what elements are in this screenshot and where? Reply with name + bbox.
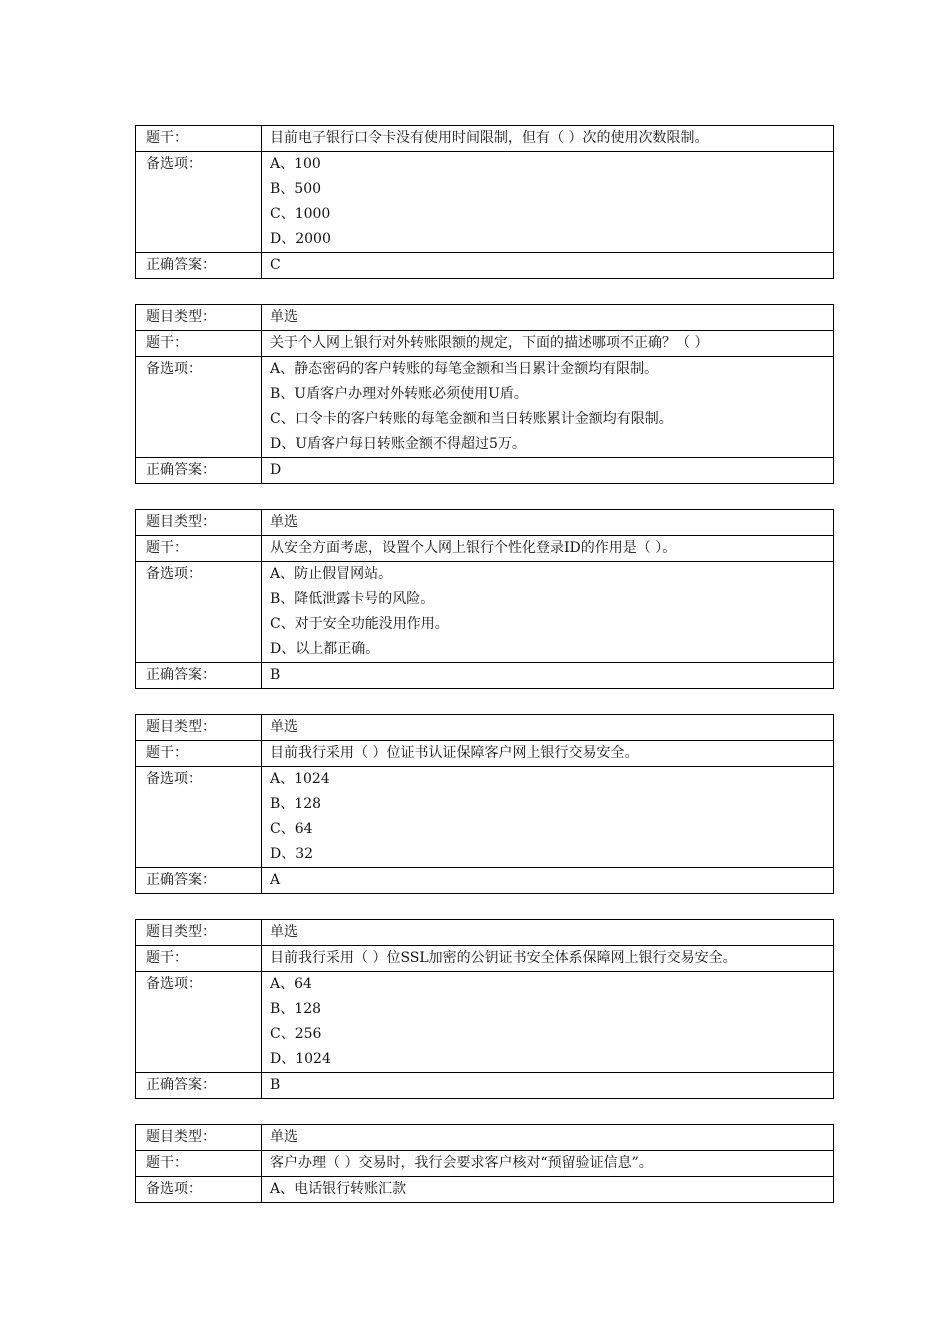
answer-row: [136, 868, 834, 894]
stem-row: [136, 1151, 834, 1177]
question-table-1: [135, 125, 834, 279]
option-b: B、降低泄露卡号的风险。: [270, 591, 435, 607]
option-a: A、100: [270, 156, 321, 172]
options-label: 备选项：: [136, 357, 262, 458]
question-document: [135, 125, 815, 1228]
type-value: 单选: [262, 1125, 834, 1151]
answer-value: D: [262, 458, 834, 484]
option-d: D、32: [270, 846, 314, 862]
answer-row: [136, 253, 834, 279]
option-b: B、128: [270, 796, 322, 812]
options-cell: [262, 152, 834, 253]
options-label: 备选项：: [136, 152, 262, 253]
answer-value: A: [262, 868, 834, 894]
stem-row: [136, 536, 834, 562]
stem-text: 目前我行采用（ ）位证书认证保障客户网上银行交易安全。: [262, 741, 834, 767]
answer-label: 正确答案：: [136, 868, 262, 894]
option-d: D、1024: [270, 1051, 331, 1067]
question-table-5: [135, 919, 834, 1099]
options-cell: [262, 562, 834, 663]
option-a: A、1024: [270, 771, 330, 787]
stem-text: 目前电子银行口令卡没有使用时间限制，但有（ ）次的使用次数限制。: [262, 126, 834, 152]
options-row: [136, 1177, 834, 1203]
type-value: 单选: [262, 305, 834, 331]
stem-row: [136, 331, 834, 357]
stem-label: 题干：: [136, 946, 262, 972]
answer-label: 正确答案：: [136, 1073, 262, 1099]
option-a: A、电话银行转账汇款: [270, 1181, 407, 1197]
options-row: [136, 562, 834, 663]
option-a: A、64: [270, 976, 312, 992]
answer-row: [136, 458, 834, 484]
question-table-3: [135, 509, 834, 689]
type-value: 单选: [262, 920, 834, 946]
option-c: C、1000: [270, 206, 331, 222]
type-label: 题目类型：: [136, 1125, 262, 1151]
option-c: C、对于安全功能没用作用。: [270, 616, 449, 632]
answer-label: 正确答案：: [136, 663, 262, 689]
options-label: 备选项：: [136, 767, 262, 868]
stem-text: 目前我行采用（ ）位SSL加密的公钥证书安全体系保障网上银行交易安全。: [262, 946, 834, 972]
options-cell: [262, 357, 834, 458]
option-d: D、以上都正确。: [270, 641, 380, 657]
answer-row: [136, 663, 834, 689]
type-label: 题目类型：: [136, 305, 262, 331]
answer-value: C: [262, 253, 834, 279]
question-table-2: [135, 304, 834, 484]
option-c: C、口令卡的客户转账的每笔金额和当日转账累计金额均有限制。: [270, 411, 673, 427]
stem-text: 从安全方面考虑，设置个人网上银行个性化登录ID的作用是（ ）。: [262, 536, 834, 562]
options-row: [136, 972, 834, 1073]
option-c: C、64: [270, 821, 313, 837]
option-d: D、2000: [270, 231, 331, 247]
question-table-4: [135, 714, 834, 894]
options-cell: [262, 767, 834, 868]
stem-label: 题干：: [136, 331, 262, 357]
type-label: 题目类型：: [136, 920, 262, 946]
type-row: [136, 305, 834, 331]
type-label: 题目类型：: [136, 510, 262, 536]
stem-row: [136, 126, 834, 152]
type-row: [136, 1125, 834, 1151]
stem-text: 客户办理（ ）交易时，我行会要求客户核对“预留验证信息”。: [262, 1151, 834, 1177]
options-label: 备选项：: [136, 972, 262, 1073]
stem-row: [136, 741, 834, 767]
option-d: D、U盾客户每日转账金额不得超过5万。: [270, 436, 526, 452]
type-label: 题目类型：: [136, 715, 262, 741]
answer-label: 正确答案：: [136, 253, 262, 279]
option-a: A、防止假冒网站。: [270, 566, 393, 582]
stem-label: 题干：: [136, 536, 262, 562]
type-value: 单选: [262, 510, 834, 536]
stem-label: 题干：: [136, 1151, 262, 1177]
options-row: [136, 767, 834, 868]
options-cell: [262, 972, 834, 1073]
stem-label: 题干：: [136, 741, 262, 767]
type-value: 单选: [262, 715, 834, 741]
answer-row: [136, 1073, 834, 1099]
options-cell: [262, 1177, 834, 1203]
stem-text: 关于个人网上银行对外转账限额的规定，下面的描述哪项不正确？（ ）: [262, 331, 834, 357]
question-table-6: [135, 1124, 834, 1203]
option-c: C、256: [270, 1026, 322, 1042]
option-b: B、128: [270, 1001, 322, 1017]
stem-row: [136, 946, 834, 972]
options-label: 备选项：: [136, 562, 262, 663]
option-a: A、静态密码的客户转账的每笔金额和当日累计金额均有限制。: [270, 361, 659, 377]
options-label: 备选项：: [136, 1177, 262, 1203]
option-b: B、500: [270, 181, 322, 197]
type-row: [136, 510, 834, 536]
answer-value: B: [262, 663, 834, 689]
answer-value: B: [262, 1073, 834, 1099]
stem-label: 题干：: [136, 126, 262, 152]
answer-label: 正确答案：: [136, 458, 262, 484]
type-row: [136, 715, 834, 741]
options-row: [136, 357, 834, 458]
type-row: [136, 920, 834, 946]
option-b: B、U盾客户办理对外转账必须使用U盾。: [270, 386, 528, 402]
options-row: [136, 152, 834, 253]
